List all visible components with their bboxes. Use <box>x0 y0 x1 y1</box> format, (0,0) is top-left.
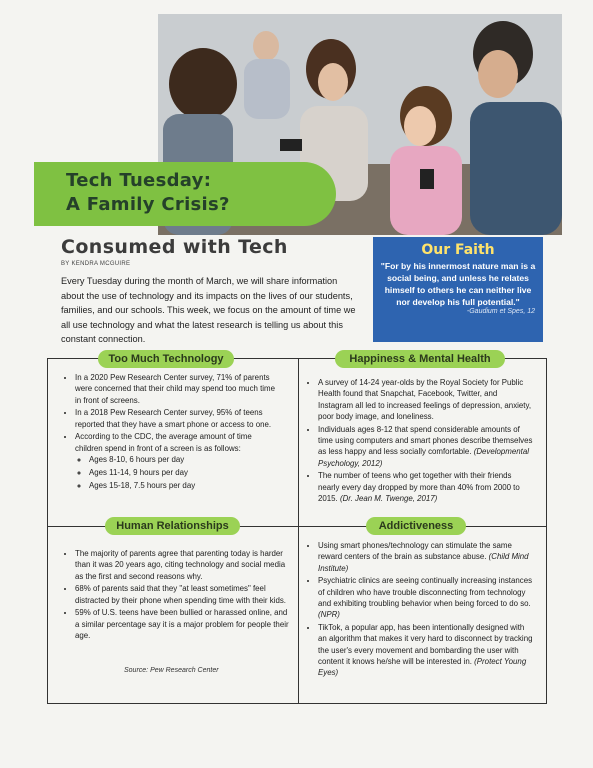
section-title-too-much-technology: Too Much Technology <box>98 350 234 368</box>
banner-title-line1: Tech Tuesday: <box>66 170 212 191</box>
section-too-much-technology <box>62 372 280 492</box>
list-item: • TikTok, a popular app, has been intentionally designed with an algorithm that makes it very hard to disconnect by tracking the user's every movement and bombarding the user with content it knows he/she will be interested in. (Protect Young Eyes) <box>318 622 535 678</box>
citation: (NPR) <box>318 610 340 620</box>
section-title-happiness: Happiness & Mental Health <box>335 350 505 368</box>
citation: (Protect Young Eyes) <box>318 656 527 678</box>
list-item: • 59% of U.S. teens have been bullied or harassed online, and a similar percentage say it is a major problem for people their age. <box>75 607 290 641</box>
source-credit: Source: Pew Research Center <box>124 667 219 674</box>
sub-list-item: ◦ Ages 15-18, 7.5 hours per day <box>89 480 280 491</box>
list-item: • Individuals ages 8-12 that spend considerable amounts of time using computers and smart phones describe themselves as less happy and less socially comfortable. (Developmental Psychology, 2012) <box>318 424 533 469</box>
list-item: • In a 2018 Pew Research Center survey, 95% of teens reported that they have a smart phone or access to one. <box>75 407 280 430</box>
faith-box <box>373 237 543 342</box>
list-item: • In a 2020 Pew Research Center survey, 71% of parents were concerned that their child may spend too much time in front of screens. <box>75 372 280 406</box>
section-human-relationships <box>62 548 290 643</box>
faith-title: Our Faith <box>421 242 495 258</box>
list-item: • The number of teens who get together with their friends nearly every day dropped by more than 40% from 2000 to 2015. (Dr. Jean M. Twenge, 2017) <box>318 470 533 504</box>
section-addictiveness <box>305 540 535 680</box>
sub-list-item: ◦ Ages 11-14, 9 hours per day <box>89 467 280 478</box>
list-item: • Psychiatric clinics are seeing continually increasing instances of children who have trouble disconnecting from technology and exhibiting troubling behavior when being forced to do so. (NPR) <box>318 575 535 620</box>
citation: (Developmental Psychology, 2012) <box>318 447 529 468</box>
list-item: • A survey of 14-24 year-olds by the Royal Society for Public Health found that Snapchat, Facebook, Twitter, and Instagram all led to increased feelings of depression, anxiety, poor body image, and loneliness. <box>318 377 533 422</box>
article-intro: Every Tuesday during the month of March, we will share information about the use of technology and its impacts on the lives of our students, families, and our schools. This week, we focus on the amount of time we all use technology and what the latest research is telling us about this constant connection. <box>61 276 356 345</box>
list-item: • The majority of parents agree that parenting today is harder than it was 20 years ago, citing technology and social media as the first and second reasons why. <box>75 548 290 582</box>
title-banner <box>34 162 336 226</box>
list-item: • Using smart phones/technology can stimulate the same reward centers of the brain as substance abuse. (Child Mind Institute) <box>318 540 535 574</box>
sub-list-item: ◦ Ages 8-10, 6 hours per day <box>89 454 280 465</box>
faith-quote: "For by his innermost nature man is a social being, and unless he relates himself to others he can neither live nor develop his full potential." <box>380 261 536 307</box>
section-happiness <box>305 377 533 506</box>
list-item: • 68% of parents said that they "at least sometimes" feel distracted by their phone when spending time with their kids. <box>75 583 290 606</box>
grid-divider-vertical <box>298 359 299 703</box>
article-headline: Consumed with Tech <box>61 236 288 258</box>
faith-source: -Gaudium et Spes, 12 <box>466 308 535 315</box>
list-item: • According to the CDC, the average amount of time children spend in front of a screen is as follows: ◦ Ages 8-10, 6 hours per day ◦ Ages 11-14, 9 hours per day ◦ Ages 15-18, 7.5 hours per day <box>75 431 280 490</box>
citation: (Dr. Jean M. Twenge, 2017) <box>339 493 438 503</box>
section-title-addictiveness: Addictiveness <box>366 517 466 535</box>
banner-title-line2: A Family Crisis? <box>66 194 230 215</box>
section-title-human-relationships: Human Relationships <box>105 517 240 535</box>
citation: (Child Mind Institute) <box>318 552 529 573</box>
article-byline: BY KENDRA MCGUIRE <box>61 261 131 267</box>
